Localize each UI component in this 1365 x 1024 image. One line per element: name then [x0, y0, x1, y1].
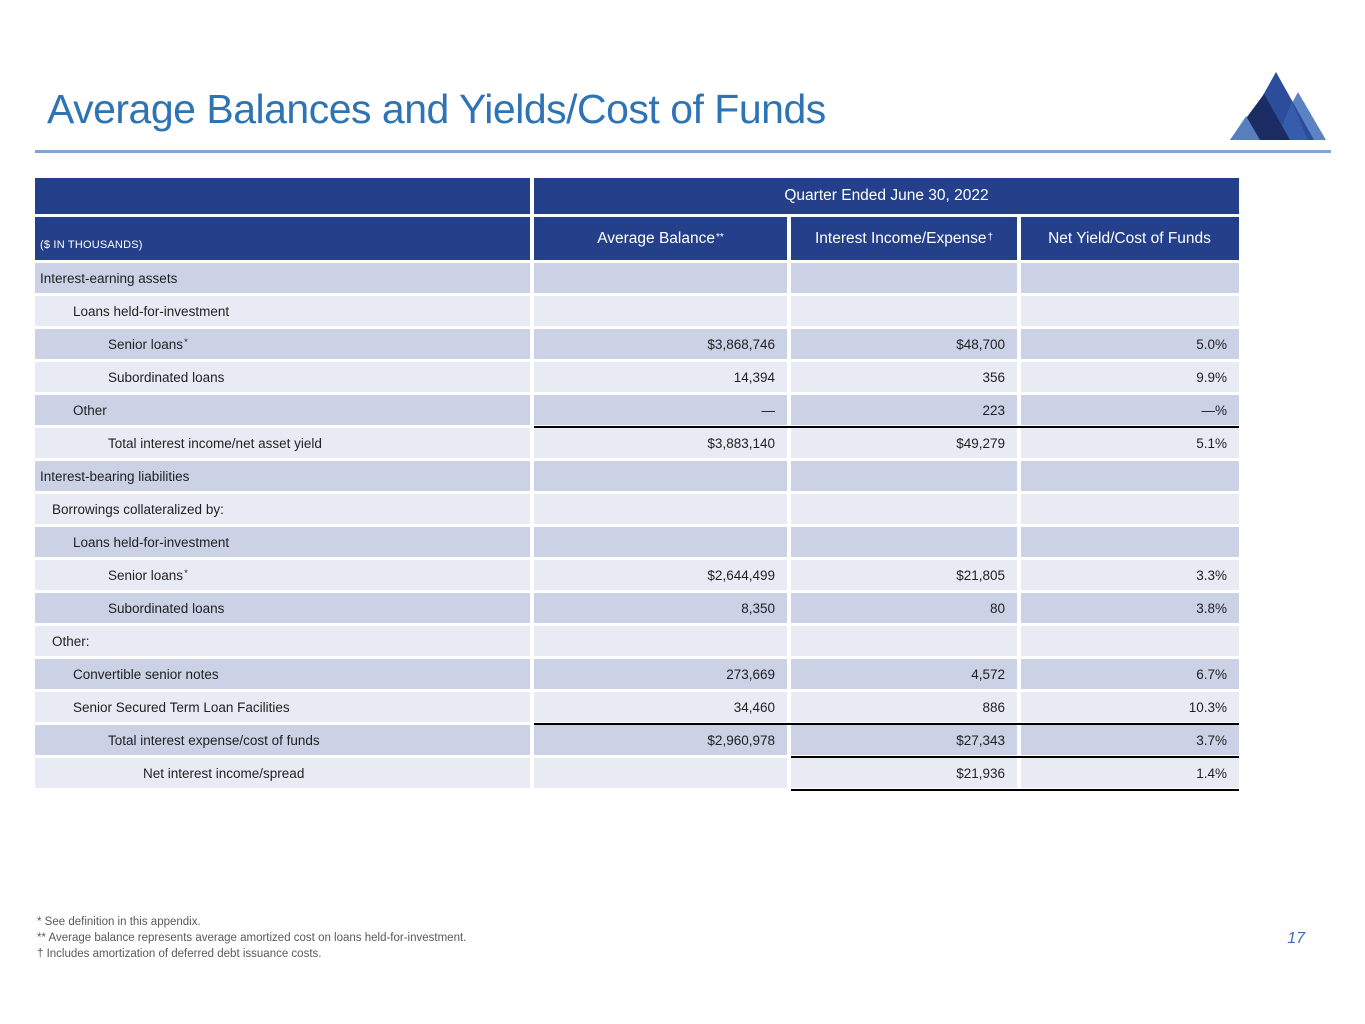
- cell-average-balance: [534, 626, 787, 656]
- title-underline: [35, 150, 1331, 153]
- cell-net-yield: —%: [1021, 395, 1239, 425]
- table-row: [35, 560, 1239, 590]
- cell-average-balance: [534, 461, 787, 491]
- cell-average-balance: 8,350: [534, 593, 787, 623]
- company-logo-mountain-icon: [1228, 70, 1330, 148]
- cell-net-yield: [1021, 527, 1239, 557]
- table-body: [35, 263, 1239, 788]
- cell-average-balance: [534, 527, 787, 557]
- cell-average-balance: —: [534, 395, 787, 425]
- column-label: Interest Income/Expense: [814, 229, 987, 247]
- row-label: Subordinated loans: [108, 369, 225, 385]
- cell-net-yield: [1021, 263, 1239, 293]
- row-label-cell: [35, 329, 530, 359]
- table-row: [35, 329, 1239, 359]
- row-label: Borrowings collateralized by:: [52, 501, 224, 517]
- cell-net-yield: [1021, 494, 1239, 524]
- table-header-row-period: [35, 178, 1239, 214]
- table-row: [35, 593, 1239, 623]
- row-label-cell: [35, 362, 530, 392]
- row-label-cell: [35, 593, 530, 623]
- cell-average-balance: 273,669: [534, 659, 787, 689]
- row-label-cell: [35, 758, 530, 788]
- cell-interest-income-expense: $48,700: [791, 329, 1017, 359]
- row-label: Total interest expense/cost of funds: [108, 732, 320, 748]
- cell-net-yield: 10.3%: [1021, 692, 1239, 722]
- cell-average-balance: $2,960,978: [534, 725, 787, 755]
- cell-net-yield: 5.1%: [1021, 428, 1239, 458]
- table-row: [35, 692, 1239, 722]
- footnote-double-asterisk: ** Average balance represents average amortized cost on loans held-for-investment.: [37, 932, 467, 944]
- table-row: [35, 428, 1239, 458]
- cell-interest-income-expense: $27,343: [791, 725, 1017, 755]
- header-cell-period: Quarter Ended June 30, 2022: [534, 178, 1239, 214]
- row-label-cell: [35, 626, 530, 656]
- column-superscript: **: [715, 232, 724, 243]
- table-header-row-columns: [35, 217, 1239, 260]
- cell-interest-income-expense: [791, 527, 1017, 557]
- cell-interest-income-expense: [791, 296, 1017, 326]
- row-label-cell: [35, 659, 530, 689]
- table-row: [35, 362, 1239, 392]
- accounting-rule: [791, 756, 1239, 758]
- table-row: [35, 494, 1239, 524]
- balances-yields-table: [35, 178, 1239, 791]
- cell-net-yield: [1021, 461, 1239, 491]
- row-label-cell: [35, 692, 530, 722]
- table-row: [35, 626, 1239, 656]
- cell-interest-income-expense: [791, 263, 1017, 293]
- cell-net-yield: 3.8%: [1021, 593, 1239, 623]
- row-label-superscript: *: [184, 567, 188, 579]
- cell-net-yield: 3.7%: [1021, 725, 1239, 755]
- header-cell-net-yield-cost-of-funds: [1021, 217, 1239, 260]
- row-label-cell: [35, 461, 530, 491]
- row-label: Total interest income/net asset yield: [108, 435, 322, 451]
- cell-average-balance: [534, 296, 787, 326]
- cell-interest-income-expense: [791, 494, 1017, 524]
- cell-interest-income-expense: 356: [791, 362, 1017, 392]
- cell-net-yield: [1021, 626, 1239, 656]
- accounting-rule: [534, 723, 1239, 725]
- table-row: [35, 758, 1239, 788]
- row-label-cell: [35, 725, 530, 755]
- page-title: Average Balances and Yields/Cost of Funds: [47, 86, 826, 132]
- cell-average-balance: 14,394: [534, 362, 787, 392]
- row-label: Interest-bearing liabilities: [40, 468, 190, 484]
- row-label-cell: [35, 263, 530, 293]
- footnote-asterisk: * See definition in this appendix.: [37, 916, 201, 928]
- cell-average-balance: [534, 758, 787, 788]
- row-label-cell: [35, 494, 530, 524]
- cell-net-yield: 1.4%: [1021, 758, 1239, 788]
- page-number: 17: [1287, 930, 1305, 947]
- footnotes: [37, 914, 466, 962]
- cell-average-balance: $3,868,746: [534, 329, 787, 359]
- cell-average-balance: $3,883,140: [534, 428, 787, 458]
- row-label: Other: [73, 402, 107, 418]
- cell-average-balance: 34,460: [534, 692, 787, 722]
- header-cell-empty: [35, 178, 530, 214]
- table-row: [35, 395, 1239, 425]
- row-label: Subordinated loans: [108, 600, 225, 616]
- cell-net-yield: [1021, 296, 1239, 326]
- row-label-cell: [35, 560, 530, 590]
- cell-average-balance: [534, 494, 787, 524]
- table-row: [35, 659, 1239, 689]
- row-label-cell: [35, 428, 530, 458]
- header-cell-average-balance: [534, 217, 787, 260]
- cell-interest-income-expense: 80: [791, 593, 1017, 623]
- row-label-cell: [35, 395, 530, 425]
- cell-interest-income-expense: [791, 626, 1017, 656]
- cell-interest-income-expense: $49,279: [791, 428, 1017, 458]
- row-label: Loans held-for-investment: [73, 303, 230, 319]
- row-label: Senior Secured Term Loan Facilities: [73, 699, 290, 715]
- row-label: Senior loans: [108, 336, 184, 352]
- row-label: Loans held-for-investment: [73, 534, 230, 550]
- accounting-rule: [534, 426, 1239, 428]
- footnote-dagger: † Includes amortization of deferred debt issuance costs.: [37, 948, 322, 960]
- cell-interest-income-expense: $21,805: [791, 560, 1017, 590]
- cell-interest-income-expense: [791, 461, 1017, 491]
- column-label: Average Balance: [597, 229, 715, 247]
- row-label: Other:: [52, 633, 90, 649]
- column-label: Net Yield/Cost of Funds: [1048, 229, 1211, 247]
- cell-net-yield: 3.3%: [1021, 560, 1239, 590]
- header-cell-interest-income-expense: [791, 217, 1017, 260]
- cell-net-yield: 5.0%: [1021, 329, 1239, 359]
- table-row: [35, 725, 1239, 755]
- table-row: [35, 263, 1239, 293]
- cell-net-yield: 9.9%: [1021, 362, 1239, 392]
- row-label-superscript: *: [184, 336, 188, 348]
- cell-interest-income-expense: 886: [791, 692, 1017, 722]
- row-label-cell: [35, 527, 530, 557]
- table-row: [35, 461, 1239, 491]
- cell-average-balance: [534, 263, 787, 293]
- column-superscript: †: [987, 232, 994, 243]
- row-label: Net interest income/spread: [143, 765, 305, 781]
- row-label-cell: [35, 296, 530, 326]
- cell-interest-income-expense: 4,572: [791, 659, 1017, 689]
- row-label: Interest-earning assets: [40, 270, 178, 286]
- table-row: [35, 296, 1239, 326]
- header-cell-units: ($ IN THOUSANDS): [35, 217, 530, 260]
- cell-average-balance: $2,644,499: [534, 560, 787, 590]
- cell-interest-income-expense: $21,936: [791, 758, 1017, 788]
- table-row: [35, 527, 1239, 557]
- row-label: Convertible senior notes: [73, 666, 219, 682]
- accounting-rule: [791, 789, 1239, 791]
- cell-net-yield: 6.7%: [1021, 659, 1239, 689]
- cell-interest-income-expense: 223: [791, 395, 1017, 425]
- row-label: Senior loans: [108, 567, 184, 583]
